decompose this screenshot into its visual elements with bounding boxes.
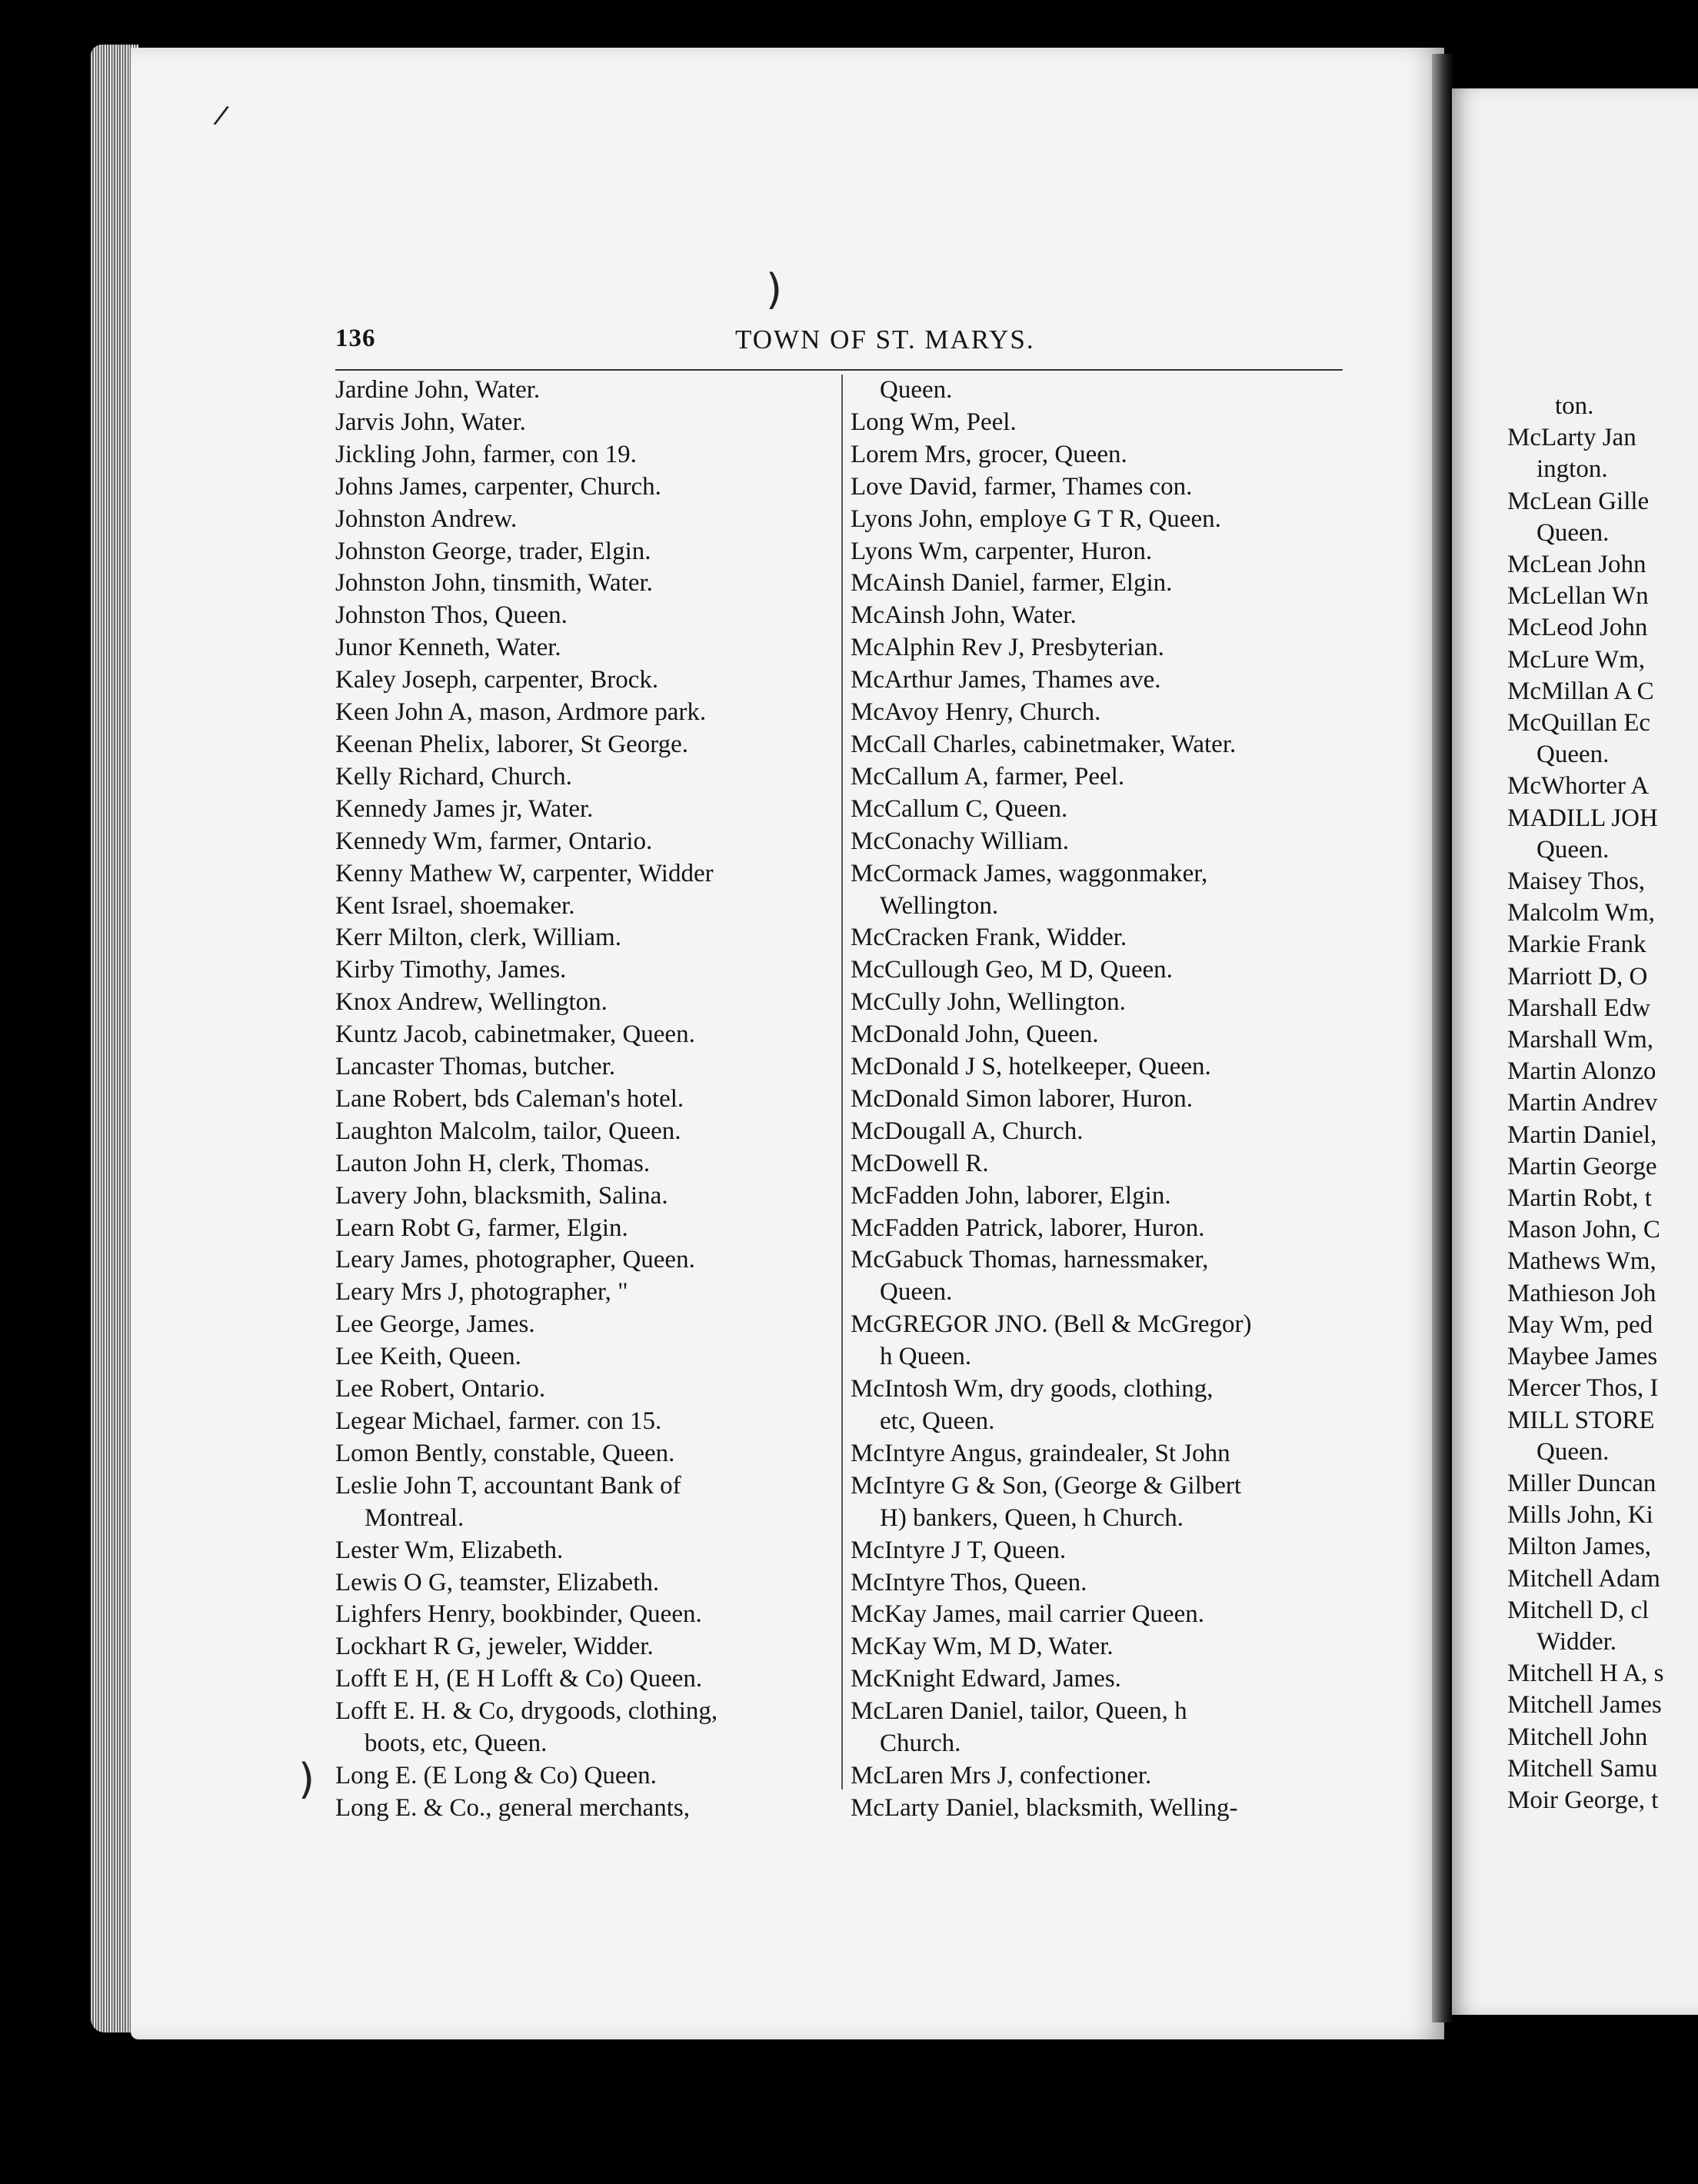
directory-entry: McLellan Wn [1507,582,1649,611]
directory-entry: McDougall A, Church. [851,1117,1084,1145]
directory-entry: McKay James, mail carrier Queen. [851,1600,1204,1629]
directory-entry: Knox Andrew, Wellington. [335,988,608,1017]
directory-entry: Martin Robt, t [1507,1184,1652,1213]
directory-entry: McCall Charles, cabinetmaker, Water. [851,730,1237,758]
directory-entry: McArthur James, Thames ave. [851,666,1161,694]
directory-entry: Keenan Phelix, laborer, St George. [335,730,689,758]
directory-entry: Lauton John H, clerk, Thomas. [335,1149,651,1177]
directory-entry: Markie Frank [1507,931,1646,959]
directory-entry: McDonald John, Queen. [851,1020,1099,1049]
directory-entry: Lofft E. H. & Co, drygoods, clothing, [335,1697,718,1726]
directory-entry: McAlphin Rev J, Presbyterian. [851,634,1164,662]
directory-entry: Lockhart R G, jeweler, Widder. [335,1633,654,1661]
directory-entry: McIntosh Wm, dry goods, clothing, [851,1375,1214,1403]
directory-entry: Lee Robert, Ontario. [335,1375,546,1403]
directory-entry: Lomon Bently, constable, Queen. [335,1439,675,1467]
directory-entry: McCracken Frank, Widder. [851,924,1127,952]
directory-entry: McLarty Jan [1507,424,1636,452]
directory-entry: Kerr Milton, clerk, William. [335,924,621,952]
directory-entry: McLure Wm, [1507,645,1646,674]
directory-entry: Queen. [1537,1437,1610,1466]
directory-entry: McCully John, Wellington. [851,988,1126,1017]
directory-entry: McIntyre Angus, graindealer, St John [851,1439,1230,1467]
directory-entry: Lewis O G, teamster, Elizabeth. [335,1568,660,1596]
directory-entry: Martin Daniel, [1507,1120,1657,1149]
directory-entry: Johns James, carpenter, Church. [335,472,661,501]
directory-entry: Junor Kenneth, Water. [335,634,561,662]
directory-entry: Learn Robt G, farmer, Elgin. [335,1214,628,1242]
directory-entry: McKnight Edward, James. [851,1665,1121,1693]
directory-entry: Mitchell H A, s [1507,1660,1664,1688]
directory-entry: Mitchell D, cl [1507,1596,1650,1624]
directory-entry: Marshall Edw [1507,994,1651,1022]
directory-entry: Kaley Joseph, carpenter, Brock. [335,666,659,694]
directory-entry: Lyons Wm, carpenter, Huron. [851,537,1153,565]
directory-entry: McLeod John [1507,614,1648,642]
directory-entry: Lane Robert, bds Caleman's hotel. [335,1084,684,1113]
directory-entry: Montreal. [365,1503,464,1532]
directory-entry: Martin George [1507,1152,1657,1180]
directory-entry: Lester Wm, Elizabeth. [335,1536,564,1564]
directory-entry: Mercer Thos, I [1507,1374,1659,1403]
directory-entry: ington. [1537,455,1608,484]
directory-entry: Kirby Timothy, James. [335,956,567,984]
directory-entry: Moir George, t [1507,1786,1659,1814]
directory-entry: McKay Wm, M D, Water. [851,1633,1114,1661]
directory-entry: Lavery John, blacksmith, Salina. [335,1181,668,1210]
directory-entry: Kenny Mathew W, carpenter, Widder [335,859,714,887]
directory-entry: McFadden John, laborer, Elgin. [851,1181,1171,1210]
directory-entry: Jarvis John, Water. [335,408,526,436]
directory-entry: Jickling John, farmer, con 19. [335,440,637,468]
directory-entry: Maisey Thos, [1507,867,1646,896]
directory-entry: McIntyre Thos, Queen. [851,1568,1087,1596]
directory-entry: Laughton Malcolm, tailor, Queen. [335,1117,681,1145]
directory-entry: Lyons John, employe G T R, Queen. [851,504,1221,533]
directory-entry: MADILL JOH [1507,804,1658,832]
directory-entry: Love David, farmer, Thames con. [851,472,1193,501]
directory-entry: Queen. [1537,741,1610,769]
directory-entry: McCormack James, waggonmaker, [851,859,1208,887]
directory-entry: Mathieson Joh [1507,1279,1656,1307]
directory-entry: Long E. & Co., general merchants, [335,1793,690,1822]
directory-entry: McDonald J S, hotelkeeper, Queen. [851,1053,1211,1081]
directory-entry: Long E. (E Long & Co) Queen. [335,1761,657,1789]
directory-entry: McAinsh John, Water. [851,601,1077,630]
directory-entry: Widder. [1537,1627,1617,1656]
directory-entry: Keen John A, mason, Ardmore park. [335,698,707,727]
directory-entry: Lee Keith, Queen. [335,1343,521,1371]
directory-entry: McQuillan Ec [1507,709,1651,737]
directory-entry: Lofft E H, (E H Lofft & Co) Queen. [335,1665,703,1693]
directory-entry: McGabuck Thomas, harnessmaker, [851,1246,1209,1274]
directory-entry: ton. [1555,392,1594,420]
directory-entry: Mitchell Samu [1507,1754,1658,1783]
directory-column-2 [851,375,1358,1825]
directory-entry: Jardine John, Water. [335,376,541,404]
directory-entry: Mitchell James [1507,1691,1662,1720]
header-rule [335,369,1343,371]
pencil-mark: ) [766,265,783,314]
directory-entry: McGREGOR JNO. (Bell & McGregor) [851,1310,1252,1339]
directory-entry: McLaren Mrs J, confectioner. [851,1761,1152,1789]
page-number: 136 [335,325,376,352]
directory-entry: boots, etc, Queen. [365,1730,548,1758]
directory-entry: Johnston Andrew. [335,504,518,533]
directory-entry: McIntyre G & Son, (George & Gilbert [851,1471,1242,1500]
directory-entry: Martin Andrev [1507,1089,1658,1117]
directory-entry: McLean John [1507,551,1646,579]
directory-entry: McIntyre J T, Queen. [851,1536,1067,1564]
directory-entry: May Wm, ped [1507,1310,1653,1339]
directory-entry: McDowell R. [851,1149,989,1177]
column-divider [841,375,843,1789]
directory-entry: Lee George, James. [335,1310,535,1339]
directory-entry: McAinsh Daniel, farmer, Elgin. [851,569,1173,598]
directory-entry: McLean Gille [1507,487,1650,515]
directory-entry: Mason John, C [1507,1216,1660,1244]
pencil-mark: / [211,99,231,132]
directory-entry: Kennedy Wm, farmer, Ontario. [335,827,653,855]
directory-entry: Mitchell Adam [1507,1564,1660,1593]
directory-entry: McDonald Simon laborer, Huron. [851,1084,1194,1113]
directory-entry: Milton James, [1507,1533,1651,1561]
directory-entry: Martin Alonzo [1507,1057,1656,1086]
running-title: TOWN OF ST. MARYS. [735,325,1035,355]
directory-entry: McAvoy Henry, Church. [851,698,1101,727]
directory-entry: Mathews Wm, [1507,1247,1656,1276]
directory-entry: McLarty Daniel, blacksmith, Welling- [851,1793,1238,1822]
directory-entry: Johnston Thos, Queen. [335,601,568,630]
directory-entry: Kent Israel, shoemaker. [335,891,575,920]
directory-entry: Long Wm, Peel. [851,408,1017,436]
directory-entry: McMillan A C [1507,677,1654,705]
directory-entry: Leslie John T, accountant Bank of [335,1471,681,1500]
directory-entry: H) bankers, Queen, h Church. [880,1503,1184,1532]
directory-entry: etc, Queen. [880,1407,995,1435]
directory-entry: Malcolm Wm, [1507,899,1655,927]
directory-entry: Queen. [1537,835,1610,864]
directory-entry: Johnston John, tinsmith, Water. [335,569,653,598]
directory-entry: Leary Mrs J, photographer, " [335,1278,628,1307]
directory-entry: Lighfers Henry, bookbinder, Queen. [335,1600,702,1629]
directory-entry: McWhorter A [1507,772,1650,801]
directory-entry: McCallum C, Queen. [851,794,1068,823]
directory-entry: Miller Duncan [1507,1469,1656,1497]
directory-entry: Queen. [1537,518,1610,547]
directory-entry: Marshall Wm, [1507,1026,1654,1054]
directory-entry: Johnston George, trader, Elgin. [335,537,651,565]
directory-entry: Leary James, photographer, Queen. [335,1246,695,1274]
directory-entry: Queen. [880,1278,953,1307]
directory-entry: h Queen. [880,1343,972,1371]
page-header [0,325,1698,363]
directory-entry: Church. [880,1730,961,1758]
directory-entry: Maybee James [1507,1343,1658,1371]
directory-entry: McConachy William. [851,827,1070,855]
directory-entry: McFadden Patrick, laborer, Huron. [851,1214,1205,1242]
directory-entry: Kuntz Jacob, cabinetmaker, Queen. [335,1020,695,1049]
directory-entry: Legear Michael, farmer. con 15. [335,1407,662,1435]
directory-entry: McLaren Daniel, tailor, Queen, h [851,1697,1187,1726]
directory-column-1 [335,375,835,1825]
directory-entry: Kelly Richard, Church. [335,762,572,791]
directory-entry: Kennedy James jr, Water. [335,794,594,823]
directory-entry: Mills John, Ki [1507,1501,1653,1530]
directory-entry: Marriott D, O [1507,962,1648,990]
directory-entry: Queen. [880,376,953,404]
directory-entry: Wellington. [880,891,999,920]
directory-entry: Mitchell John [1507,1723,1648,1751]
directory-entry: McCallum A, farmer, Peel. [851,762,1125,791]
directory-entry: MILL STORE [1507,1406,1655,1434]
directory-column-3-partial [1507,391,1698,1816]
directory-entry: Lancaster Thomas, butcher. [335,1053,616,1081]
directory-entry: McCullough Geo, M D, Queen. [851,956,1173,984]
directory-entry: Lorem Mrs, grocer, Queen. [851,440,1127,468]
margin-bracket: ) [298,1755,315,1803]
